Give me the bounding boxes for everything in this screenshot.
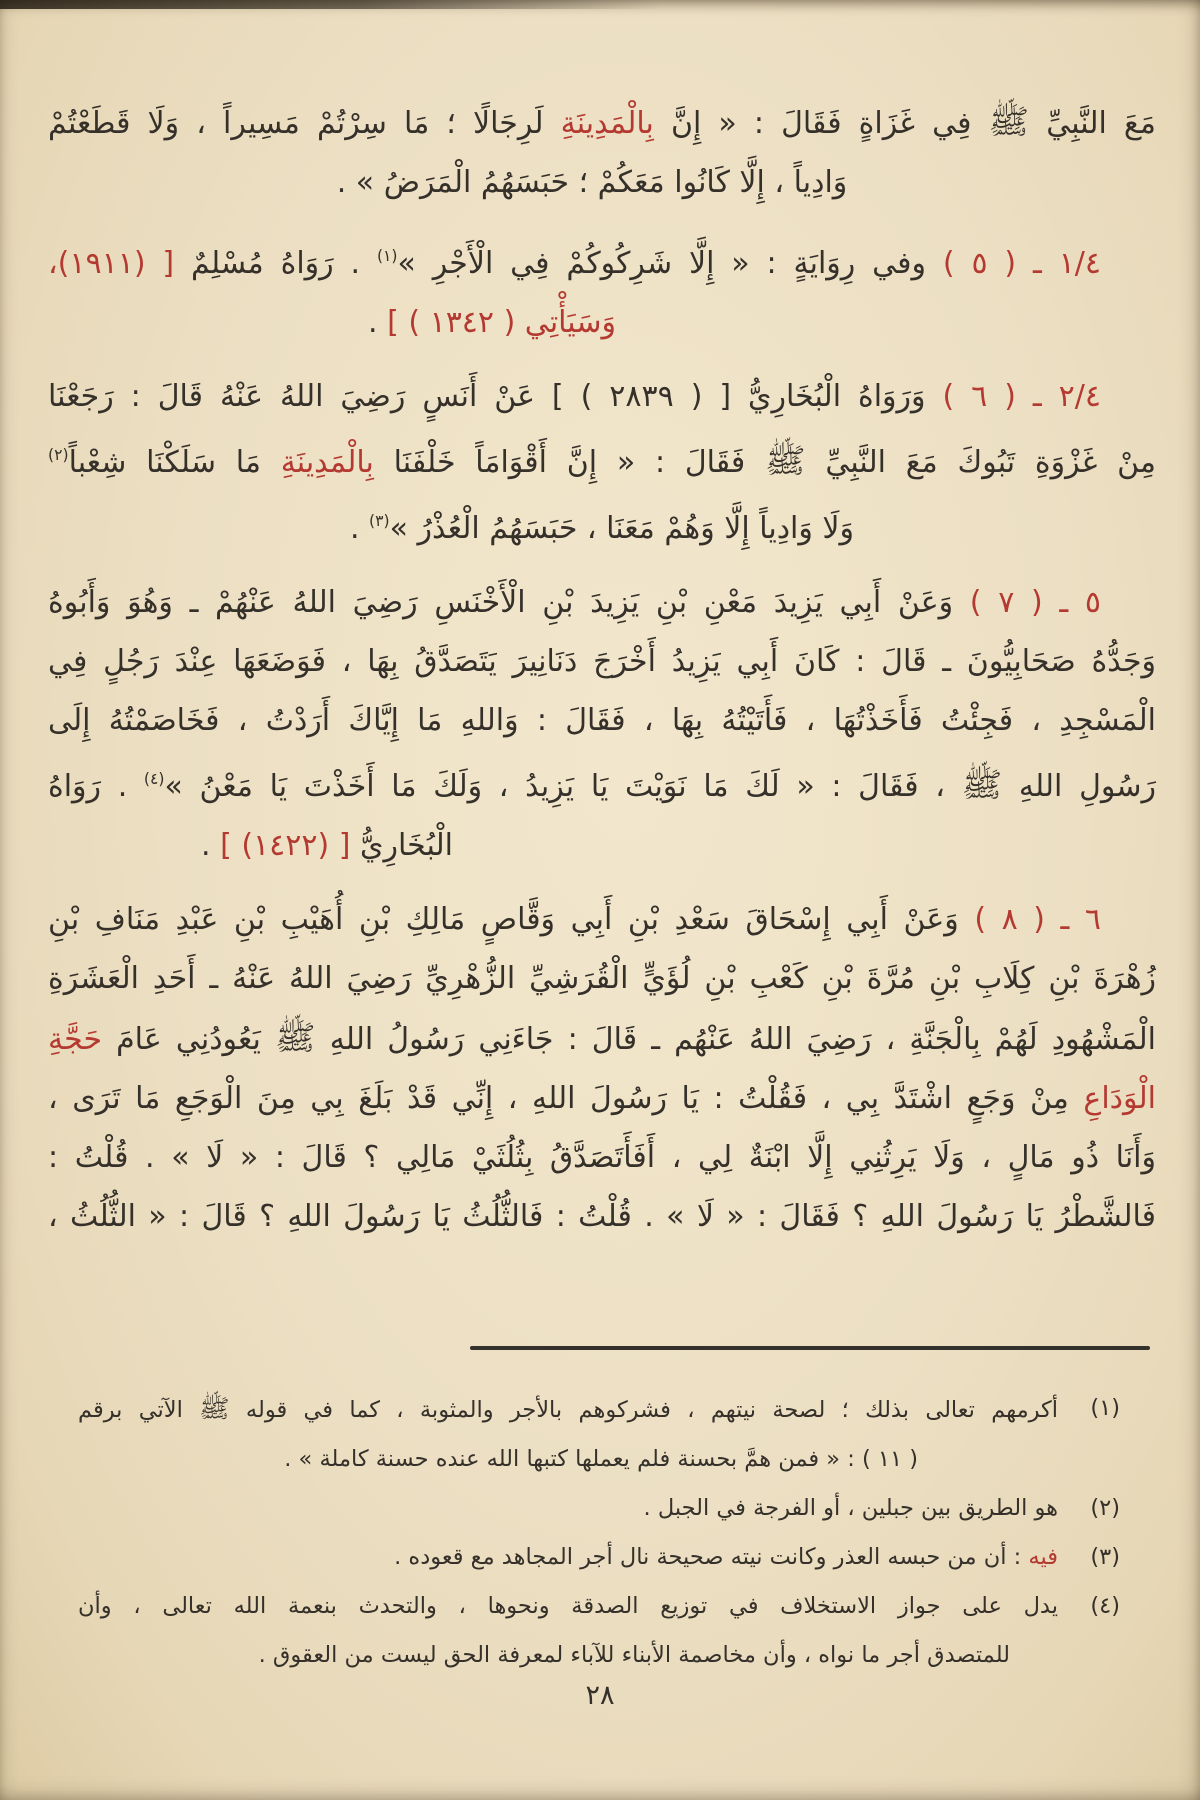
text-segment: لَرِجَالًا ؛ مَا سِرْتُمْ مَسِيراً ، وَلَا قَطَعْتُمْ — [48, 106, 561, 141]
text-segment: مِنْ وَجَعٍ اشْتَدَّ بِي ، فَقُلْتُ : يَا رَسُولَ اللهِ ، إِنِّي قَدْ بَلَغَ بِي مِنَ الْوَجَعِ مَا تَرَى ، — [48, 1081, 1084, 1116]
text-line — [48, 1008, 1156, 1069]
text-line — [48, 426, 1156, 492]
page-number: ٢٨ — [585, 1680, 615, 1711]
footnote-reference-superscript: (١) — [376, 247, 398, 265]
text-segment: الْمَسْجِدِ ، فَجِئْتُ فَأَخَذْتُهَا ، فَأَتَيْتُهُ بِهَا ، فَقَالَ : وَاللهِ مَا إِيَّاكَ أَرَدْتُ ، فَخَاصَمْتُهُ إِلَى — [48, 703, 1156, 738]
red-text-segment: ٢/٤ ـ ( ٦ ) — [925, 379, 1102, 414]
red-text-segment: الْوَدَاعِ — [1083, 1081, 1156, 1116]
text-segment: . — [368, 305, 388, 340]
red-text-segment: ١/٤ ـ ( ٥ ) — [925, 246, 1102, 281]
footnote-line — [78, 1582, 1120, 1631]
red-text-segment: بِالْمَدِينَةِ — [560, 106, 654, 141]
text-segment: . رَوَاهُ — [48, 769, 144, 804]
text-segment: . — [201, 828, 221, 863]
text-segment: زُهْرَةَ بْنِ كِلَابِ بْنِ مُرَّةَ بْنِ كَعْبِ بْنِ لُؤَيٍّ الْقُرَشِيِّ الزُّهْرِيِّ رَضِيَ اللهُ عَنْهُ ـ أَحَدِ الْعَشَرَةِ — [48, 961, 1156, 996]
paragraph — [48, 92, 1156, 212]
text-segment: فَالشَّطْرُ يَا رَسُولَ اللهِ ؟ فَقَالَ : « لَا » . قُلْتُ : فَالثُّلُثُ يَا رَسُولَ اللهِ ؟ قَالَ : « الثُّلُثُ ، — [48, 1199, 1156, 1234]
footnote-text — [78, 1631, 1058, 1680]
red-text-segment: بِالْمَدِينَةِ — [280, 445, 374, 480]
text-line — [48, 573, 1156, 632]
footnote-separator — [470, 1346, 1150, 1350]
footnote-line — [78, 1384, 1120, 1435]
red-text-segment: ٦ ـ ( ٨ ) — [958, 902, 1102, 937]
salla-allahu-alayhi-wasallam-glyph: ﷺ — [275, 1018, 316, 1057]
text-segment: الآتي برقم — [78, 1397, 200, 1423]
footnote-reference-superscript: (٣) — [369, 512, 390, 530]
red-text-segment: حَجَّةِ — [48, 1022, 102, 1057]
red-text-segment: [ (١٤٢٢) ] — [220, 828, 351, 863]
footnote-number: (٤) — [1090, 1593, 1120, 1619]
salla-allahu-alayhi-wasallam-glyph: ﷺ — [765, 441, 806, 480]
paragraph — [48, 573, 1156, 875]
text-segment: هو الطريق بين جبلين ، أو الفرجة في الجبل . — [643, 1495, 1058, 1521]
footnote-number: (٣) — [1090, 1544, 1120, 1570]
paragraph — [48, 890, 1156, 1246]
red-text-segment: ٥ ـ ( ٧ ) — [953, 585, 1102, 620]
text-segment: مِنْ غَزْوَةِ تَبُوكَ مَعَ النَّبِيِّ — [805, 445, 1156, 480]
salla-allahu-alayhi-wasallam-glyph: ﷺ — [988, 102, 1030, 141]
text-line — [48, 632, 1156, 691]
red-text-segment: فيه — [1028, 1544, 1058, 1570]
footnote-text — [78, 1582, 1058, 1631]
text-segment: . رَوَاهُ مُسْلِمٌ — [174, 246, 377, 281]
footnote-line — [78, 1533, 1120, 1582]
scan-edge-shadow — [0, 0, 660, 9]
text-segment: . — [349, 511, 370, 546]
red-text-segment: وَسَيَأْتِي ( ١٣٤٢ ) ] — [387, 305, 616, 340]
text-segment: ، فَقَالَ : « لَكَ مَا نَوَيْتَ يَا يَزِيدُ ، وَلَكَ مَا أَخَذْتَ يَا مَعْنُ » — [164, 769, 962, 804]
text-line — [48, 1069, 1156, 1128]
text-line — [48, 227, 1156, 293]
text-line — [48, 1128, 1156, 1187]
text-segment: أكرمهم تعالى بذلك ؛ لصحة نيتهم ، فشركوهم بالأجر والمثوبة ، كما في قوله — [229, 1397, 1058, 1423]
footnote-text — [78, 1384, 1058, 1435]
footnote-line — [78, 1631, 1120, 1680]
text-segment: وَجَدُّهُ صَحَابِيُّونَ ـ قَالَ : كَانَ أَبِي يَزِيدُ أَخْرَجَ دَنَانِيرَ يَتَصَدَّقُ بِهَا ، فَوَضَعَهَا عِنْدَ رَجُلٍ فِي — [48, 644, 1156, 679]
salla-allahu-alayhi-wasallam-glyph: ﷺ — [199, 1394, 230, 1423]
text-segment: مَعَ النَّبِيِّ — [1029, 106, 1156, 141]
red-text-segment: [ (١٩١١)، — [48, 246, 175, 281]
text-segment: يَعُودُنِي عَامَ — [102, 1022, 275, 1057]
text-segment: وَأَنَا ذُو مَالٍ ، وَلَا يَرِثُنِي إِلَّا ابْنَةٌ لِي ، أَفَأَتَصَدَّقُ بِثُلُثَيْ مَالِي ؟ قَالَ : « لَا » . قُلْتُ : — [48, 1140, 1156, 1175]
text-segment: وَرَوَاهُ الْبُخَارِيُّ [ ( ٢٨٣٩ ) ] عَنْ أَنَسٍ رَضِيَ اللهُ عَنْهُ قَالَ : رَجَعْنَا — [48, 379, 926, 414]
footnote-number — [1058, 1631, 1120, 1680]
paragraph — [48, 367, 1156, 558]
text-line — [48, 367, 1156, 426]
footnote-text — [78, 1533, 1058, 1582]
footnote-line — [78, 1484, 1120, 1533]
text-line — [0, 816, 881, 875]
text-segment: وَعَنْ أَبِي يَزِيدَ مَعْنِ بْنِ يَزِيدَ بْنِ الْأَخْنَسِ رَضِيَ اللهُ عَنْهُمْ ـ وَهُوَ وَأَبُوهُ — [48, 585, 954, 620]
text-segment: وَادِياً ، إِلَّا كَانُوا مَعَكُمْ ؛ حَبَسَهُمُ الْمَرَضُ » . — [336, 165, 848, 200]
text-line — [48, 92, 1156, 153]
text-line — [48, 949, 1156, 1008]
text-segment: للمتصدق أجر ما نواه ، وأن مخاصمة الأبناء للآباء لمعرفة الحق ليست من العقوق . — [258, 1642, 1010, 1668]
footnotes-block — [78, 1384, 1120, 1680]
text-segment: وفي رِوَايَةٍ : « إِلَّا شَرِكُوكُمْ فِي الْأَجْرِ » — [397, 246, 926, 281]
text-segment: الْمَشْهُودِ لَهُمْ بِالْجَنَّةِ ، رَضِيَ اللهُ عَنْهُم ـ قَالَ : جَاءَنِي رَسُولُ اللهِ — [315, 1022, 1156, 1057]
text-line — [48, 890, 1156, 949]
main-text-block — [48, 92, 1156, 1261]
text-line — [0, 293, 1046, 352]
text-segment: يدل على جواز الاستخلاف في توزيع الصدقة ونحوها ، والتحدث بنعمة الله تعالى ، وأن — [78, 1593, 1058, 1619]
footnote-text — [78, 1435, 1058, 1484]
text-segment: رَسُولِ اللهِ — [1002, 769, 1156, 804]
text-segment: وَلَا وَادِياً إِلَّا وَهُمْ مَعَنَا ، حَبَسَهُمُ الْعُذْرُ » — [389, 511, 855, 546]
text-segment: ( ١١ ) : « فمن همَّ بحسنة فلم يعملها كتبها الله عنده حسنة كاملة » . — [284, 1446, 918, 1472]
text-segment: فَقَالَ : « إِنَّ أَقْوَامَاً خَلْفَنَا — [373, 445, 766, 480]
text-line — [38, 153, 1146, 212]
text-segment: مَا سَلَكْنَا شِعْباً — [68, 445, 281, 480]
text-line — [48, 750, 1156, 816]
text-segment: : أن من حبسه العذر وكانت نيته صحيحة نال أجر المجاهد مع قعوده . — [394, 1544, 1029, 1570]
footnote-line — [78, 1435, 1120, 1484]
footnote-number — [1058, 1435, 1120, 1484]
text-segment: فِي غَزَاةٍ فَقَالَ : « إِنَّ — [653, 106, 989, 141]
text-line — [48, 1187, 1156, 1246]
footnote-reference-superscript: (٢) — [48, 446, 69, 464]
text-segment: وَعَنْ أَبِي إِسْحَاقَ سَعْدِ بْنِ أَبِي وَقَّاصٍ مَالِكِ بْنِ أُهَيْبِ بْنِ عَبْدِ مَنَافِ بْنِ — [48, 902, 959, 937]
text-segment: الْبُخَارِيُّ — [350, 828, 453, 863]
footnote-number: (١) — [1090, 1395, 1120, 1421]
salla-allahu-alayhi-wasallam-glyph: ﷺ — [961, 765, 1003, 804]
footnote-reference-superscript: (٤) — [143, 770, 165, 788]
footnote-number: (٢) — [1090, 1495, 1120, 1521]
footnote-text — [78, 1484, 1058, 1533]
paragraph — [48, 227, 1156, 352]
text-line — [48, 492, 1156, 558]
text-line — [48, 691, 1156, 750]
